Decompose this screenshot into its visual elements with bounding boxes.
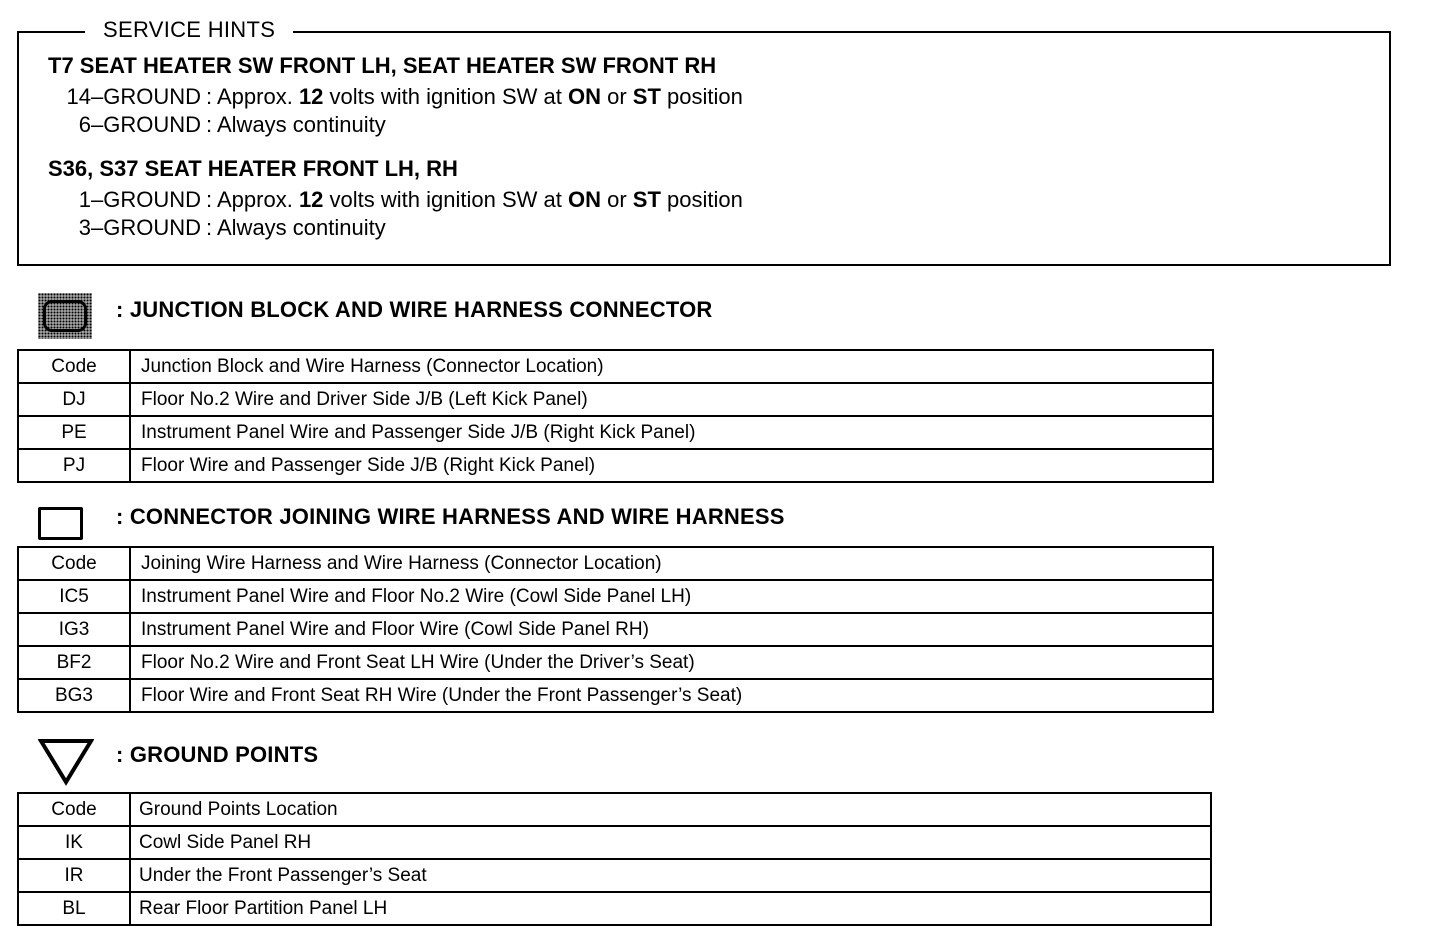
ground-points-title: : GROUND POINTS bbox=[116, 742, 319, 767]
junction-block-table bbox=[17, 349, 1214, 483]
location-header: Ground Points Location bbox=[130, 793, 1211, 826]
row-code: PJ bbox=[18, 449, 130, 482]
row-location: Floor Wire and Passenger Side J/B (Right Kick Panel) bbox=[130, 449, 1213, 482]
hint-st: ST bbox=[632, 84, 661, 109]
location-header: Junction Block and Wire Harness (Connector Location) bbox=[130, 350, 1213, 383]
code-header: Code bbox=[18, 547, 130, 580]
table-header-row bbox=[18, 793, 1211, 826]
hint-term: 14–GROUND bbox=[66, 84, 201, 109]
table-header-row bbox=[18, 547, 1213, 580]
hint-separator: : bbox=[205, 187, 213, 212]
ground-triangle-icon bbox=[38, 738, 94, 786]
hint-text: Always continuity bbox=[217, 112, 386, 137]
hint-line-1-ground bbox=[0, 186, 743, 214]
row-code: IK bbox=[18, 826, 130, 859]
hint-text-post: position bbox=[660, 187, 743, 212]
hint-text-or: or bbox=[600, 84, 633, 109]
row-location: Instrument Panel Wire and Floor No.2 Wire (Cowl Side Panel LH) bbox=[130, 580, 1213, 613]
junction-block-symbol-icon bbox=[38, 293, 92, 339]
hint-heading-s36-s37: S36, S37 SEAT HEATER FRONT LH, RH bbox=[48, 156, 458, 181]
hint-text-post: position bbox=[660, 84, 743, 109]
table-row bbox=[18, 449, 1213, 482]
table-header-row bbox=[18, 350, 1213, 383]
table-row bbox=[18, 679, 1213, 712]
row-code: IG3 bbox=[18, 613, 130, 646]
hint-term: 6–GROUND bbox=[78, 112, 201, 137]
row-location: Rear Floor Partition Panel LH bbox=[130, 892, 1211, 925]
connector-joining-table bbox=[17, 546, 1214, 713]
junction-block-symbol-outline bbox=[43, 300, 87, 332]
location-header: Joining Wire Harness and Wire Harness (Connector Location) bbox=[130, 547, 1213, 580]
hint-separator: : bbox=[205, 84, 213, 109]
hint-voltage: 12 bbox=[298, 187, 324, 212]
hint-line-14-ground bbox=[0, 83, 743, 111]
row-code: IR bbox=[18, 859, 130, 892]
hint-text-mid: volts with ignition SW at bbox=[323, 187, 568, 212]
row-code: DJ bbox=[18, 383, 130, 416]
hint-line-6-ground bbox=[0, 111, 386, 139]
hint-text-or: or bbox=[600, 187, 633, 212]
hint-heading-t7: T7 SEAT HEATER SW FRONT LH, SEAT HEATER SW FRONT RH bbox=[48, 53, 717, 78]
row-location: Instrument Panel Wire and Floor Wire (Cowl Side Panel RH) bbox=[130, 613, 1213, 646]
hint-separator: : bbox=[205, 112, 213, 137]
connector-symbol-icon bbox=[38, 507, 83, 540]
ground-points-table bbox=[17, 792, 1212, 926]
hint-text-pre: Approx. bbox=[217, 84, 299, 109]
row-code: BG3 bbox=[18, 679, 130, 712]
row-location: Floor No.2 Wire and Driver Side J/B (Left Kick Panel) bbox=[130, 383, 1213, 416]
table-row bbox=[18, 646, 1213, 679]
table-row bbox=[18, 613, 1213, 646]
hint-term: 1–GROUND bbox=[78, 187, 201, 212]
code-header: Code bbox=[18, 350, 130, 383]
hint-on: ON bbox=[567, 187, 601, 212]
row-code: PE bbox=[18, 416, 130, 449]
table-row bbox=[18, 826, 1211, 859]
hint-text: Always continuity bbox=[217, 215, 386, 240]
hint-line-3-ground bbox=[0, 214, 386, 242]
row-code: BF2 bbox=[18, 646, 130, 679]
service-hints-title: SERVICE HINTS bbox=[85, 16, 293, 44]
connector-joining-title: : CONNECTOR JOINING WIRE HARNESS AND WIRE HARNESS bbox=[116, 504, 785, 529]
code-header: Code bbox=[18, 793, 130, 826]
row-location: Floor No.2 Wire and Front Seat LH Wire (Under the Driver’s Seat) bbox=[130, 646, 1213, 679]
table-row bbox=[18, 416, 1213, 449]
row-location: Floor Wire and Front Seat RH Wire (Under the Front Passenger’s Seat) bbox=[130, 679, 1213, 712]
table-row bbox=[18, 383, 1213, 416]
hint-term: 3–GROUND bbox=[78, 215, 201, 240]
row-code: BL bbox=[18, 892, 130, 925]
junction-block-title: : JUNCTION BLOCK AND WIRE HARNESS CONNECTOR bbox=[116, 297, 713, 322]
row-location: Under the Front Passenger’s Seat bbox=[130, 859, 1211, 892]
hint-text-pre: Approx. bbox=[217, 187, 299, 212]
hint-st: ST bbox=[632, 187, 661, 212]
table-row bbox=[18, 859, 1211, 892]
hint-text-mid: volts with ignition SW at bbox=[323, 84, 568, 109]
row-location: Instrument Panel Wire and Passenger Side J/B (Right Kick Panel) bbox=[130, 416, 1213, 449]
hint-on: ON bbox=[567, 84, 601, 109]
hint-separator: : bbox=[205, 215, 213, 240]
row-code: IC5 bbox=[18, 580, 130, 613]
table-row bbox=[18, 892, 1211, 925]
table-row bbox=[18, 580, 1213, 613]
hint-voltage: 12 bbox=[298, 84, 324, 109]
row-location: Cowl Side Panel RH bbox=[130, 826, 1211, 859]
